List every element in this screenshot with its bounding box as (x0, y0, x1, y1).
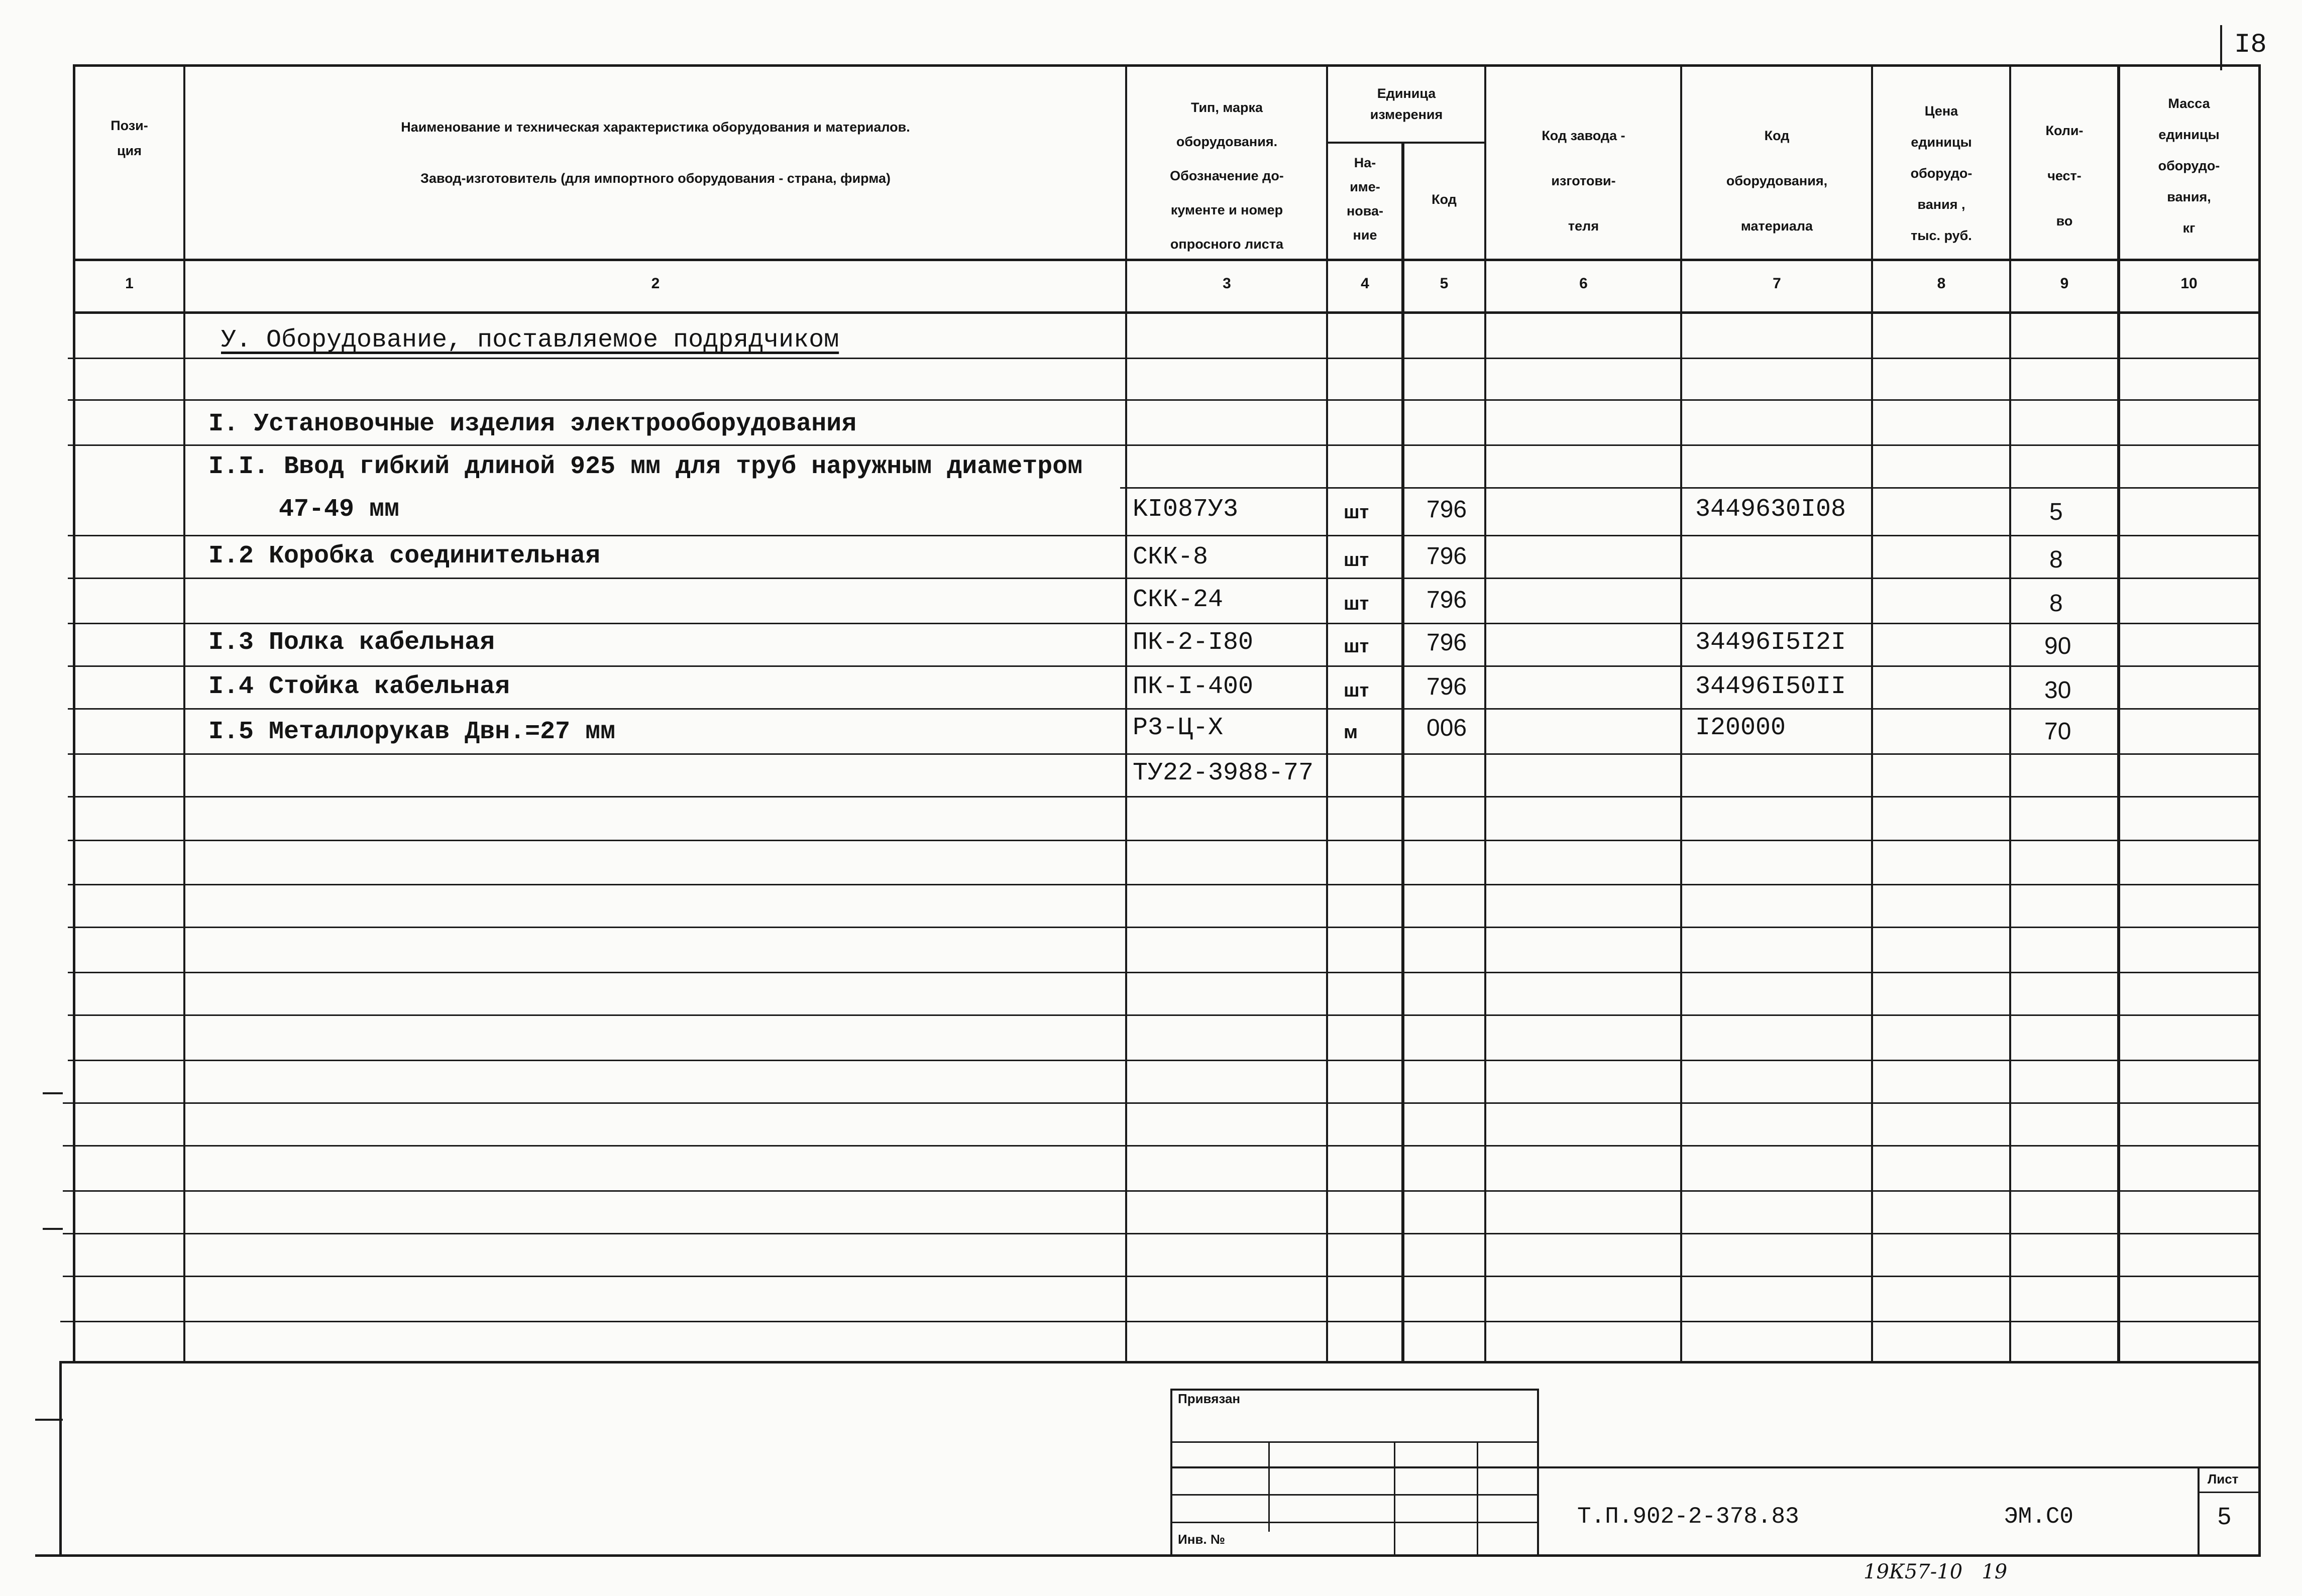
footer-handwritten-number: 19К57-10 19 (1863, 1560, 2008, 1583)
row-5-code: 796 (1427, 629, 1467, 656)
colnum-9: 9 (2060, 275, 2069, 292)
row-4-unit: шт (1344, 593, 1369, 614)
row-3-qty: 8 (2049, 546, 2063, 573)
row-7-equip-code: I20000 (1695, 714, 1786, 742)
colnum-3: 3 (1223, 275, 1231, 292)
stamp-doc-code: Т.П.902-2-378.83 (1577, 1504, 1799, 1530)
row-7-unit: м (1344, 722, 1358, 743)
header-col2-line1: Наименование и техническая характеристика оборудования и материалов. (401, 120, 910, 135)
row-4-qty: 8 (2049, 590, 2063, 617)
row-4-type: СКК-24 (1133, 586, 1224, 614)
colnum-5: 5 (1440, 275, 1449, 292)
colnum-7: 7 (1773, 275, 1781, 292)
sheet-number-top: I8 (2234, 30, 2267, 60)
row-6-equip-code: 34496I50II (1695, 672, 1846, 701)
colnum-2: 2 (651, 275, 660, 292)
row-2-type: KI087У3 (1133, 495, 1239, 524)
row-6-unit: шт (1344, 680, 1369, 701)
row-7-name: I.5 Металлорукав Двн.=27 мм (208, 718, 616, 746)
row-3-name: I.2 Коробка соединительная (208, 542, 601, 571)
colnum-1: 1 (125, 275, 134, 292)
colnum-4: 4 (1361, 275, 1369, 292)
section-title: У. Оборудование, поставляемое подрядчиком (221, 326, 839, 355)
header-unit-group: Единица измерения (1370, 86, 1443, 122)
row-3-unit: шт (1344, 549, 1369, 571)
row-1-name: I.I. Ввод гибкий длиной 925 мм для труб наружным диаметром (208, 452, 1083, 481)
header-col8: Цена единицы оборудо- вания , тыс. руб. (1910, 103, 1972, 243)
row-3-type: СКК-8 (1133, 543, 1209, 572)
row-3-code: 796 (1427, 543, 1467, 569)
row-7-qty: 70 (2044, 718, 2071, 745)
row-2-qty: 5 (2049, 499, 2063, 525)
stamp-attached-label: Привязан (1178, 1391, 1241, 1406)
stamp-sheet-label: Лист (2208, 1471, 2239, 1487)
row-2-equip-code: 3449630I08 (1695, 495, 1846, 524)
row-7-code: 006 (1427, 715, 1467, 741)
row-6-type: ПК-I-400 (1133, 672, 1254, 701)
group-title: I. Установочные изделия электрооборудования (208, 410, 857, 438)
row-5-name: I.3 Полка кабельная (208, 628, 495, 657)
row-2-code: 796 (1427, 496, 1467, 523)
header-col4: На- име- нова- ние (1346, 155, 1384, 243)
row-8-type: ТУ22-3988-77 (1133, 759, 1314, 787)
stamp-inv-label: Инв. № (1178, 1532, 1225, 1547)
row-6-code: 796 (1427, 673, 1467, 700)
header-col7: Код оборудования, материала (1726, 128, 1828, 234)
header-col1: Пози- ция (111, 118, 148, 158)
row-7-type: Р3-Ц-Х (1133, 714, 1224, 742)
row-6-name: I.4 Стойка кабельная (208, 672, 510, 701)
stamp-mark: ЭМ.С0 (2004, 1504, 2074, 1530)
header-col6: Код завода - изготови- теля (1542, 128, 1625, 234)
header-col10: Масса единицы оборудо- вания, кг (2158, 96, 2220, 236)
header-col9: Коли- чест- во (2045, 123, 2084, 229)
colnum-10: 10 (2180, 275, 2198, 292)
row-5-qty: 90 (2044, 633, 2071, 659)
row-2-unit: шт (1344, 502, 1369, 523)
header-col5: Код (1432, 192, 1457, 207)
row-2-name: 47-49 мм (279, 495, 400, 524)
row-6-qty: 30 (2044, 677, 2071, 704)
stamp-sheet-value: 5 (2218, 1503, 2231, 1530)
header-col2-line2: Завод-изготовитель (для импортного оборудования - страна, фирма) (420, 171, 891, 186)
header-col3: Тип, марка оборудования. Обозначение до- кументе и номер опросного листа (1170, 100, 1284, 252)
colnum-6: 6 (1579, 275, 1588, 292)
row-4-code: 796 (1427, 587, 1467, 613)
colnum-8: 8 (1937, 275, 1946, 292)
row-5-type: ПК-2-I80 (1133, 628, 1254, 657)
row-5-equip-code: 34496I5I2I (1695, 628, 1846, 657)
row-5-unit: шт (1344, 636, 1369, 657)
